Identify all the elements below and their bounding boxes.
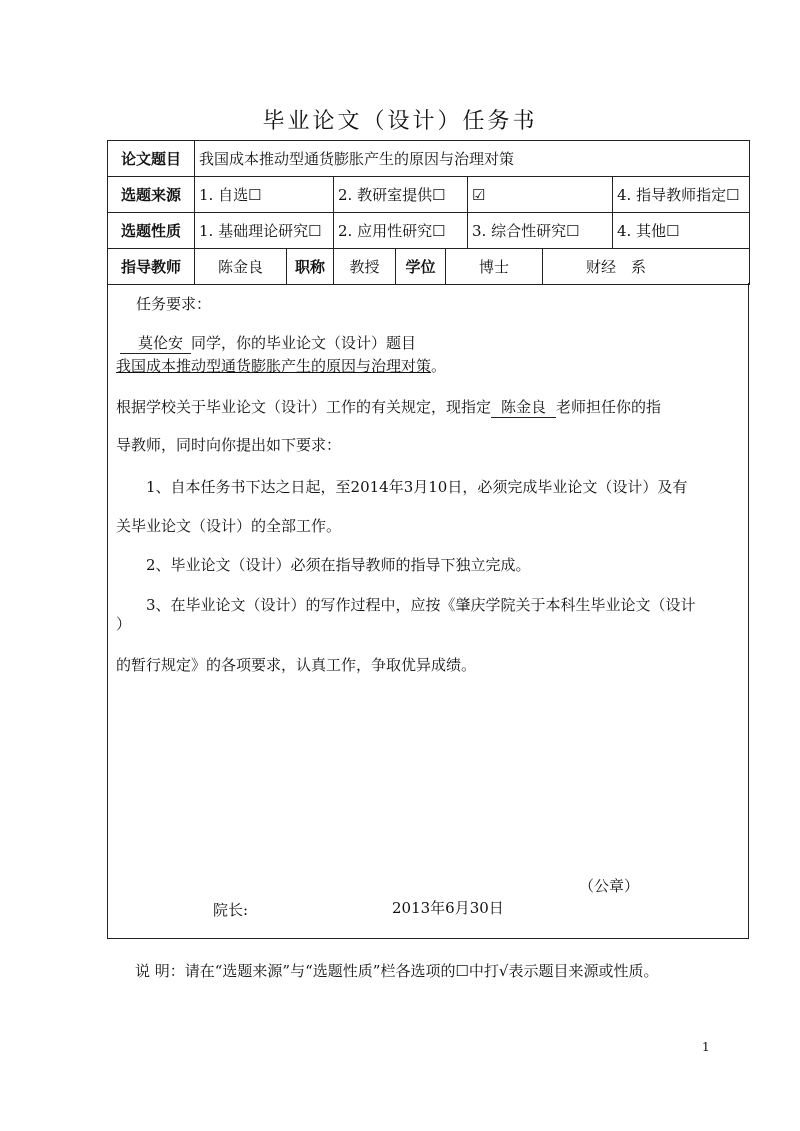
source-option-3[interactable]: ☑ [468, 177, 613, 213]
requirements-heading: 任务要求： [136, 295, 212, 313]
issue-date: 2013年6月30日 [392, 899, 504, 917]
source-row [108, 177, 750, 213]
rule-line-2: 导教师，同时向你提出如下要求： [116, 436, 342, 454]
instructions-note: 说 明：请在“选题来源”与“选题性质”栏各选项的☐中打√表示题目来源或性质。 [135, 962, 659, 980]
source-label: 选题来源 [108, 177, 195, 213]
student-line [120, 332, 416, 354]
degree-label: 学位 [396, 249, 446, 285]
nature-option-3[interactable]: 3. 综合性研究☐ [468, 213, 613, 249]
topic-underlined: 我国成本推动型通货膨胀产生的原因与治理对策 [116, 357, 432, 375]
topic-label: 论文题目 [108, 141, 195, 177]
topic-row [108, 141, 750, 177]
official-seal: （公章） [579, 877, 640, 895]
rule-teacher: 陈金良 [491, 396, 556, 418]
nature-row [108, 213, 750, 249]
student-suffix: 同学，你的毕业论文（设计）题目 [191, 334, 417, 352]
page-number: 1 [702, 1040, 710, 1054]
rule-prefix: 根据学校关于毕业论文（设计）工作的有关规定，现指定 [116, 398, 492, 416]
requirement-1a: 1、自本任务书下达之日起，至2014年3月10日，必须完成毕业论文（设计）及有 [146, 478, 688, 496]
rule-suffix: 老师担任你的指 [556, 398, 662, 416]
requirement-3a: 3、在毕业论文（设计）的写作过程中，应按《肇庆学院关于本科生毕业论文（设计 [146, 596, 696, 614]
document-title: 毕业论文（设计）任务书 [262, 109, 538, 134]
nature-option-4[interactable]: 4. 其他☐ [613, 213, 750, 249]
requirement-1b: 关毕业论文（设计）的全部工作。 [116, 517, 342, 535]
topic-end: 。 [431, 357, 447, 375]
advisor-name: 陈金良 [195, 249, 287, 285]
rule-line [116, 396, 661, 418]
nature-option-2[interactable]: 2. 应用性研究☐ [334, 213, 468, 249]
topic-line [116, 355, 446, 376]
requirement-2: 2、毕业论文（设计）必须在指导教师的指导下独立完成。 [146, 556, 531, 574]
advisor-row [108, 249, 750, 285]
department-value: 财经 系 [543, 249, 750, 285]
dean-label: 院长: [213, 901, 249, 919]
title-value: 教授 [334, 249, 396, 285]
source-option-4[interactable]: 4. 指导教师指定☐ [613, 177, 750, 213]
requirement-3c: 的暂行规定》的各项要求，认真工作，争取优异成绩。 [116, 656, 477, 674]
requirement-3b: ） [116, 615, 132, 633]
title-label: 职称 [287, 249, 334, 285]
task-info-table [107, 140, 750, 285]
source-option-1[interactable]: 1. 自选☐ [195, 177, 334, 213]
degree-value: 博士 [446, 249, 543, 285]
topic-value: 我国成本推动型通货膨胀产生的原因与治理对策 [195, 141, 750, 177]
source-option-2[interactable]: 2. 教研室提供☐ [334, 177, 468, 213]
nature-label: 选题性质 [108, 213, 195, 249]
student-name: 莫伦安 [120, 332, 191, 354]
advisor-label: 指导教师 [108, 249, 195, 285]
task-requirements-box [107, 283, 749, 939]
nature-option-1[interactable]: 1. 基础理论研究☐ [195, 213, 334, 249]
